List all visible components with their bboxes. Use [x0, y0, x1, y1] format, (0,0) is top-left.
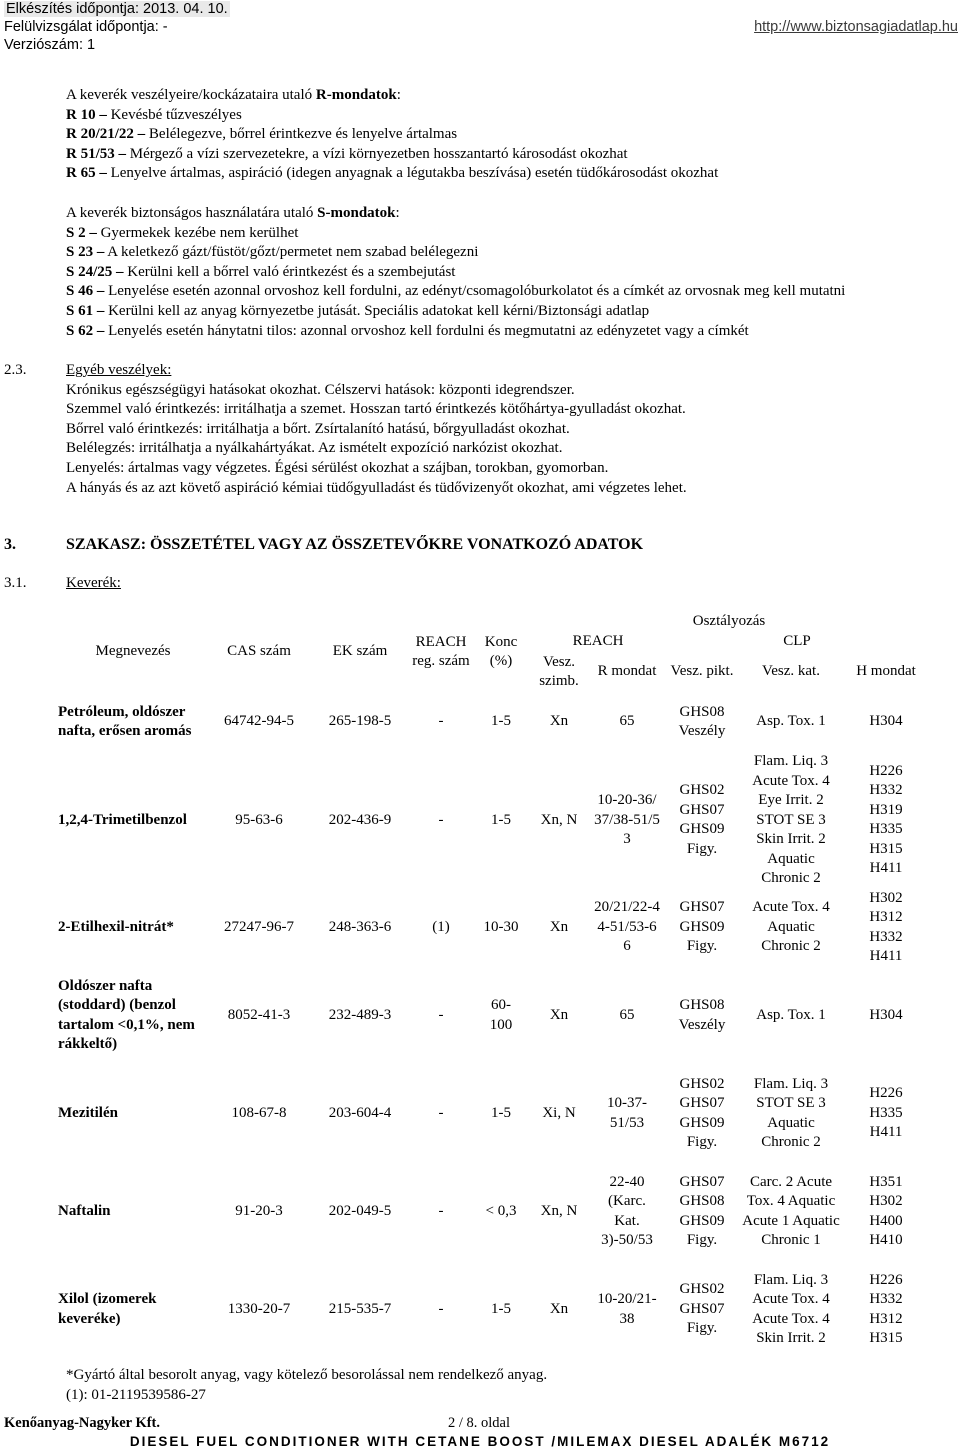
section-3-1-title: Keverék:: [66, 575, 121, 591]
section-3-1-number: 3.1.: [4, 575, 27, 591]
cell-kat: Acute Tox. 4 Aquatic Chronic 2: [752, 899, 830, 955]
cell-name: Petróleum, oldószer nafta, erősen aromás: [58, 703, 192, 739]
cell-h: H302 H312 H332 H411: [869, 889, 903, 964]
s-phrase: S 24/25 – Kerülni kell a bőrrel való érintkezést és a szembejutást: [66, 263, 456, 280]
r-phrase: R 20/21/22 – Belélegezve, bőrrel érintkezve és lenyelve ártalmas: [66, 126, 458, 143]
cell-name: Oldószer nafta (stoddard) (benzol tartalom <0,1%, nem rákkeltő): [58, 977, 195, 1052]
cell-name: 1,2,4-Trimetilbenzol: [58, 811, 187, 828]
header-name: Megnevezés: [95, 643, 171, 660]
cell-kat: Flam. Liq. 3 Acute Tox. 4 Eye Irrit. 2 STOT SE 3 Skin Irrit. 2 Aquatic Chronic 2: [752, 753, 830, 886]
cell-h: H226 H335 H411: [869, 1085, 903, 1141]
cell-name: 2-Etilhexil-nitrát*: [58, 918, 174, 935]
cell-r: 22-40 (Karc. Kat. 3)-50/53: [601, 1173, 653, 1248]
cell-szimb: Xn, N: [540, 811, 578, 828]
cell-kat: Asp. Tox. 1: [756, 713, 826, 730]
hazard-line: Lenyelés: ártalmas vagy végzetes. Égési sérülést okozhat a szájban, torokban, gyomorban.: [66, 459, 609, 476]
cell-reach: (1): [432, 918, 450, 935]
section-3-title: SZAKASZ: ÖSSZETÉTEL VAGY AZ ÖSSZETEVŐKRE VONATKOZÓ ADATOK: [66, 536, 644, 553]
composition-table: [58, 612, 928, 1359]
footnote: *Gyártó által besorolt anyag, vagy kötelező besorolással nem rendelkező anyag.: [66, 1367, 548, 1383]
cell-ek: 215-535-7: [328, 1300, 392, 1317]
header-vesz-kat: Vesz. kat.: [762, 663, 820, 680]
document-header: [4, 0, 230, 54]
hazard-line: Belélegzés: irritálhatja a nyálkahártyákat. Az ismételt expozíció narkózist okozhat.: [66, 440, 563, 457]
cell-ek: 265-198-5: [328, 713, 392, 730]
s-phrases-block: [66, 204, 845, 341]
r-phrase: R 10 – Kevésbé tűzveszélyes: [66, 106, 242, 123]
s-phrase: S 62 – Lenyelés esetén hánytatni tilos: azonnal orvoshoz kell fordulni és megmutatni az edényzetet vagy a címkét: [66, 322, 749, 339]
table-row: [58, 1065, 928, 1163]
cell-kat: Carc. 2 Acute Tox. 4 Aquatic Acute 1 Aquatic Chronic 1: [742, 1173, 840, 1248]
cell-szimb: Xn, N: [540, 1202, 578, 1219]
table-row: [58, 752, 928, 889]
header-vesz-pikt: Vesz. pikt.: [670, 663, 734, 680]
s-phrase: S 46 – Lenyelése esetén azonnal orvoshoz kell fordulni, az edényt/csomagolóburkolatot és a címkét az orvosnak meg kell mutatni: [66, 283, 846, 300]
cell-pikt: GHS02 GHS07 GHS09 Figy.: [679, 1075, 725, 1150]
table-row: [58, 1163, 928, 1261]
r-phrase: R 65 – Lenyelve ártalmas, aspiráció (idegen anyagnak a légutakba beszívása) esetén tüdőkárosodást okozhat: [66, 165, 719, 182]
cell-name: Xilol (izomerek keveréke): [58, 1291, 157, 1327]
table-row: [58, 967, 928, 1065]
cell-reach: -: [438, 1104, 444, 1121]
cell-pikt: GHS08 Veszély: [678, 703, 726, 739]
hazard-line: A hányás és az azt követő aspiráció kémiai tüdőgyulladást és tüdővizenyőt okozhat, ami végzetes lehet.: [66, 479, 687, 496]
s-phrases-intro: A keverék biztonságos használatára utaló S-mondatok:: [66, 205, 400, 221]
header-reach: REACH: [572, 633, 624, 650]
cell-cas: 1330-20-7: [227, 1300, 291, 1317]
other-hazards-title: Egyéb veszélyek:: [66, 362, 172, 378]
website-link[interactable]: http://www.biztonsagiadatlap.hu: [754, 19, 958, 35]
created-date: Elkészítés időpontja: 2013. 04. 10.: [6, 1, 228, 17]
cell-h: H304: [869, 713, 903, 730]
header-konc: Konc (%): [484, 633, 518, 669]
cell-cas: 95-63-6: [235, 811, 283, 828]
cell-r: 65: [619, 713, 635, 730]
footer-company: Kenőanyag-Nagyker Kft.: [4, 1415, 161, 1431]
cell-pikt: GHS02 GHS07 Figy.: [679, 1281, 725, 1337]
header-r-mondat: R mondat: [597, 663, 657, 680]
cell-name: Mezitilén: [58, 1104, 118, 1121]
header-ek: EK szám: [332, 643, 388, 660]
cell-ek: 232-489-3: [328, 1006, 392, 1023]
cell-pikt: GHS02 GHS07 GHS09 Figy.: [679, 782, 725, 857]
cell-ek: 202-049-5: [328, 1202, 392, 1219]
cell-r: 10-37-51/53: [607, 1095, 647, 1131]
cell-kat: Flam. Liq. 3 Acute Tox. 4 Acute Tox. 4 Skin Irrit. 2: [752, 1271, 830, 1346]
cell-ek: 202-436-9: [328, 811, 392, 828]
r-phrases-block: [66, 86, 718, 184]
cell-szimb: Xn: [549, 1300, 569, 1317]
cell-konc: 60-100: [489, 997, 513, 1033]
footnotes: [66, 1366, 547, 1405]
cell-konc: 1-5: [491, 713, 511, 730]
table-row: [58, 1261, 928, 1359]
cell-konc: 10-30: [483, 918, 519, 935]
footer-page-number: 2 / 8. oldal: [448, 1415, 511, 1431]
cell-pikt: GHS07 GHS08 GHS09 Figy.: [679, 1173, 725, 1248]
section-3-number: 3.: [4, 536, 16, 553]
header-h-mondat: H mondat: [856, 663, 916, 680]
other-hazards-block: [66, 361, 687, 498]
cell-reach: -: [438, 1202, 444, 1219]
hazard-line: Bőrrel való érintkezés: irritálhatja a bőrt. Zsírtalanító hatású, bőrgyulladást okozhat.: [66, 420, 570, 437]
header-vesz-szimb: Vesz. szimb.: [539, 653, 579, 689]
hazard-line: Krónikus egészségügyi hatásokat okozhat. Célszervi hatások: központi idegrendszer.: [66, 381, 575, 398]
version-number: Verziószám: 1: [4, 37, 96, 53]
cell-reach: -: [438, 1300, 444, 1317]
header-classification: Osztályozás: [692, 613, 766, 630]
cell-r: 10-20/21-38: [597, 1291, 657, 1327]
cell-reach: -: [438, 1006, 444, 1023]
header-cas: CAS szám: [227, 643, 291, 660]
cell-kat: Flam. Liq. 3 STOT SE 3 Aquatic Chronic 2: [753, 1075, 829, 1150]
cell-szimb: Xn: [549, 918, 569, 935]
cell-ek: 203-604-4: [328, 1104, 392, 1121]
header-clp: CLP: [783, 633, 811, 650]
cell-szimb: Xn: [549, 1006, 569, 1023]
header-reach-reg: REACH reg. szám: [412, 633, 470, 669]
r-phrase: R 51/53 – Mérgező a vízi szervezetekre, a vízi környezetben hosszantartó károsodást okozhat: [66, 145, 628, 162]
cell-szimb: Xi, N: [542, 1104, 576, 1121]
cell-pikt: GHS07 GHS09 Figy.: [679, 899, 725, 955]
review-date: Felülvizsgálat időpontja: -: [4, 19, 168, 35]
s-phrase: S 61 – Kerülni kell az anyag környezetbe jutását. Speciális adatokat kell kérni/Biztonsági adatlap: [66, 302, 650, 319]
cell-cas: 27247-96-7: [224, 918, 294, 935]
footnote: (1): 01-2119539586-27: [66, 1386, 206, 1403]
cell-r: 10-20-36/37/38-51/53: [594, 792, 660, 847]
hazard-line: Szemmel való érintkezés: irritálhatja a szemet. Hosszan tartó érintkezés kötőhártya-gyulladást okozhat.: [66, 401, 686, 418]
cell-cas: 64742-94-5: [224, 713, 294, 730]
cell-konc: 1-5: [491, 811, 511, 828]
cell-h: H226 H332 H319 H335 H315 H411: [869, 762, 903, 877]
cell-h: H304: [869, 1006, 903, 1023]
cell-kat: Asp. Tox. 1: [756, 1006, 826, 1023]
cell-reach: -: [438, 713, 444, 730]
cell-reach: -: [438, 811, 444, 828]
cell-h: H226 H332 H312 H315: [869, 1271, 903, 1346]
cell-name: Naftalin: [58, 1202, 111, 1219]
s-phrase: S 2 – Gyermekek kezébe nem kerülhet: [66, 224, 299, 241]
cell-r: 65: [619, 1006, 635, 1023]
cell-konc: 1-5: [491, 1104, 511, 1121]
cell-cas: 108-67-8: [231, 1104, 287, 1121]
r-phrases-intro: A keverék veszélyeire/kockázataira utaló R-mondatok:: [66, 87, 401, 103]
table-row: [58, 692, 928, 752]
cell-szimb: Xn: [549, 713, 569, 730]
cell-konc: < 0,3: [485, 1202, 517, 1219]
cell-cas: 91-20-3: [235, 1202, 283, 1219]
cell-ek: 248-363-6: [328, 918, 392, 935]
cell-cas: 8052-41-3: [227, 1006, 291, 1023]
cell-h: H351 H302 H400 H410: [869, 1173, 903, 1248]
cell-konc: 1-5: [491, 1300, 511, 1317]
cell-r: 20/21/22-44-51/53-66: [594, 899, 660, 955]
section-number-2-3: 2.3.: [4, 362, 27, 378]
table-row: [58, 889, 928, 967]
table-header-row: [58, 612, 928, 632]
s-phrase: S 23 – A keletkező gázt/füstöt/gőzt/permetet nem szabad belélegezni: [66, 244, 479, 261]
cell-pikt: GHS08 Veszély: [678, 997, 726, 1033]
footer-product-name: DIESEL FUEL CONDITIONER WITH CETANE BOOST /MILEMAX DIESEL ADALÉK M6712: [129, 1434, 831, 1449]
